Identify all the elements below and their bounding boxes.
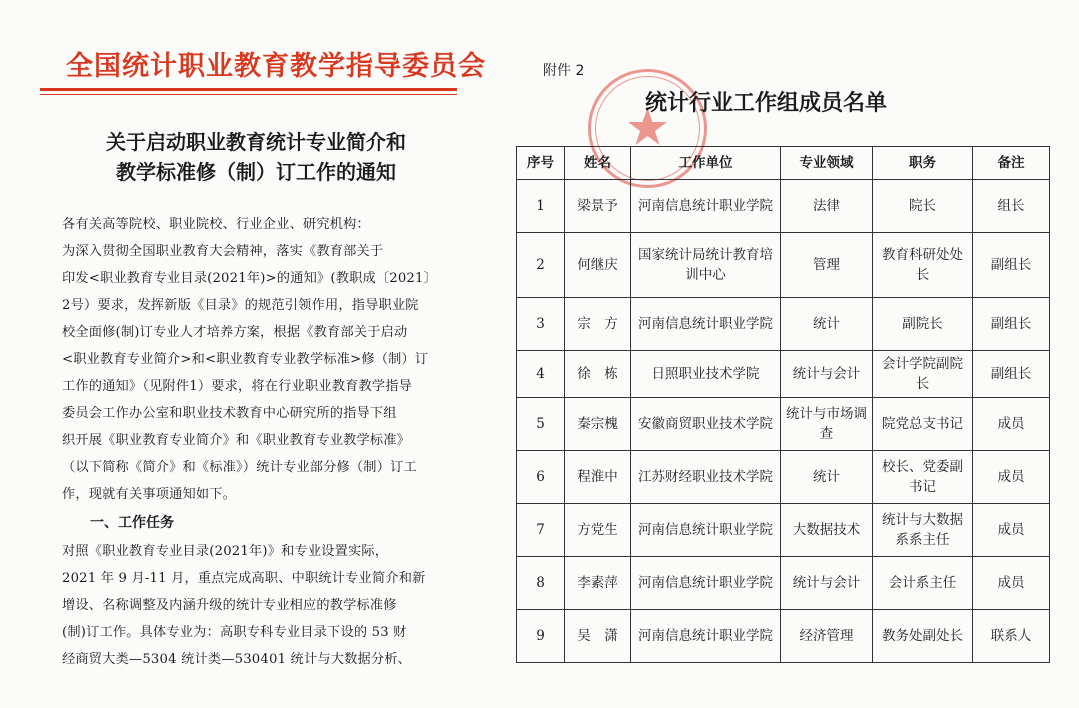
cell-employer: 河南信息统计职业学院 — [631, 504, 781, 557]
cell-remark: 成员 — [973, 451, 1050, 504]
cell-index: 8 — [517, 557, 565, 610]
cell-remark: 组长 — [973, 180, 1050, 233]
table-row — [517, 451, 1050, 504]
cell-index: 3 — [517, 298, 565, 351]
cell-field: 统计 — [781, 298, 873, 351]
header-field: 专业领域 — [781, 147, 873, 180]
cell-remark: 副组长 — [973, 351, 1050, 398]
cell-field: 统计 — [781, 451, 873, 504]
org-letterhead: 全国统计职业教育教学指导委员会 — [66, 51, 486, 82]
table-row — [517, 398, 1050, 451]
table-row — [517, 298, 1050, 351]
cell-position: 院长 — [873, 180, 973, 233]
cell-position: 校长、党委副书记 — [873, 451, 973, 504]
cell-remark: 成员 — [973, 557, 1050, 610]
cell-employer: 日照职业技术学院 — [631, 351, 781, 398]
cell-index: 2 — [517, 233, 565, 298]
cell-employer: 国家统计局统计教育培训中心 — [631, 233, 781, 298]
cell-name: 李素萍 — [565, 557, 631, 610]
body-line: 2号）要求，发挥新版《目录》的规范引领作用，指导职业院 — [62, 298, 419, 313]
cell-name: 宗 方 — [565, 298, 631, 351]
cell-employer: 河南信息统计职业学院 — [631, 610, 781, 663]
section-line: 经商贸大类—5304 统计类—530401 统计与大数据分析、 — [62, 652, 412, 667]
cell-remark: 成员 — [973, 398, 1050, 451]
notice-page — [0, 0, 520, 708]
cell-position: 会计系主任 — [873, 557, 973, 610]
cell-employer: 河南信息统计职业学院 — [631, 180, 781, 233]
cell-employer: 河南信息统计职业学院 — [631, 557, 781, 610]
cell-remark: 联系人 — [973, 610, 1050, 663]
cell-employer: 江苏财经职业技术学院 — [631, 451, 781, 504]
header-position: 职务 — [873, 147, 973, 180]
table-row — [517, 180, 1050, 233]
section-line: 2021 年 9 月-11 月，重点完成高职、中职统计专业简介和新 — [62, 571, 426, 586]
doc-title-line-2: 教学标准修（制）订工作的通知 — [116, 160, 396, 184]
attachment-label: 附件 2 — [543, 63, 585, 79]
table-header-row — [517, 147, 1050, 180]
cell-name: 秦宗槐 — [565, 398, 631, 451]
member-table — [516, 146, 1050, 663]
cell-field: 大数据技术 — [781, 504, 873, 557]
table-row — [517, 233, 1050, 298]
cell-remark: 副组长 — [973, 298, 1050, 351]
cell-index: 4 — [517, 351, 565, 398]
table-row — [517, 504, 1050, 557]
table-row — [517, 557, 1050, 610]
body-line: 为深入贯彻全国职业教育大会精神，落实《教育部关于 — [62, 244, 384, 259]
body-line: 委员会工作办公室和职业技术教育中心研究所的指导下组 — [62, 406, 397, 421]
cell-position: 会计学院副院长 — [873, 351, 973, 398]
section-line: 对照《职业教育专业目录(2021年)》和专业设置实际， — [62, 544, 389, 559]
header-remark: 备注 — [973, 147, 1050, 180]
cell-index: 7 — [517, 504, 565, 557]
cell-name: 何继庆 — [565, 233, 631, 298]
section-line: 增设、名称调整及内涵升级的统计专业相应的教学标准修 — [62, 598, 397, 613]
body-line: 作，现就有关事项通知如下。 — [62, 487, 237, 502]
letterhead-rule-thick — [40, 88, 457, 91]
cell-index: 6 — [517, 451, 565, 504]
cell-name: 徐 栋 — [565, 351, 631, 398]
cell-position: 教育科研处处长 — [873, 233, 973, 298]
body-line: 工作的通知》（见附件1）要求，将在行业职业教育教学指导 — [62, 379, 413, 394]
cell-position: 教务处副处长 — [873, 610, 973, 663]
body-line: （以下简称《简介》和《标准》）统计专业部分修（制）订工 — [62, 460, 417, 475]
header-employer: 工作单位 — [631, 147, 781, 180]
body-line: 印发<职业教育专业目录(2021年)>的通知》(教职成〔2021〕 — [62, 271, 438, 286]
cell-index: 9 — [517, 610, 565, 663]
member-list-title: 统计行业工作组成员名单 — [645, 91, 888, 116]
doc-title-line-1: 关于启动职业教育统计专业简介和 — [106, 130, 406, 154]
body-line: 校全面修(制)订专业人才培养方案，根据《教育部关于启动 — [62, 325, 408, 340]
table-row — [517, 351, 1050, 398]
cell-remark: 成员 — [973, 504, 1050, 557]
cell-field: 统计与市场调查 — [781, 398, 873, 451]
cell-employer: 河南信息统计职业学院 — [631, 298, 781, 351]
section-heading: 一、工作任务 — [90, 515, 174, 531]
body-line: <职业教育专业简介>和<职业教育专业教学标准>修（制）订 — [62, 352, 429, 367]
body-line: 织开展《职业教育专业简介》和《职业教育专业教学标准》 — [62, 433, 411, 448]
cell-field: 法律 — [781, 180, 873, 233]
cell-position: 副院长 — [873, 298, 973, 351]
cell-field: 统计与会计 — [781, 557, 873, 610]
header-index: 序号 — [517, 147, 565, 180]
cell-index: 1 — [517, 180, 565, 233]
cell-remark: 副组长 — [973, 233, 1050, 298]
body-line: 各有关高等院校、职业院校、行业企业、研究机构： — [62, 217, 370, 232]
cell-position: 统计与大数据系系主任 — [873, 504, 973, 557]
cell-name: 程淮中 — [565, 451, 631, 504]
section-line: (制)订工作。具体专业为：高职专科专业目录下设的 53 财 — [62, 625, 407, 640]
cell-name: 吴 潇 — [565, 610, 631, 663]
table-row — [517, 610, 1050, 663]
header-name: 姓名 — [565, 147, 631, 180]
cell-field: 经济管理 — [781, 610, 873, 663]
cell-name: 方党生 — [565, 504, 631, 557]
letterhead-rule-thin — [40, 94, 457, 95]
cell-position: 院党总支书记 — [873, 398, 973, 451]
cell-field: 管理 — [781, 233, 873, 298]
cell-index: 5 — [517, 398, 565, 451]
cell-name: 梁景予 — [565, 180, 631, 233]
cell-field: 统计与会计 — [781, 351, 873, 398]
cell-employer: 安徽商贸职业技术学院 — [631, 398, 781, 451]
